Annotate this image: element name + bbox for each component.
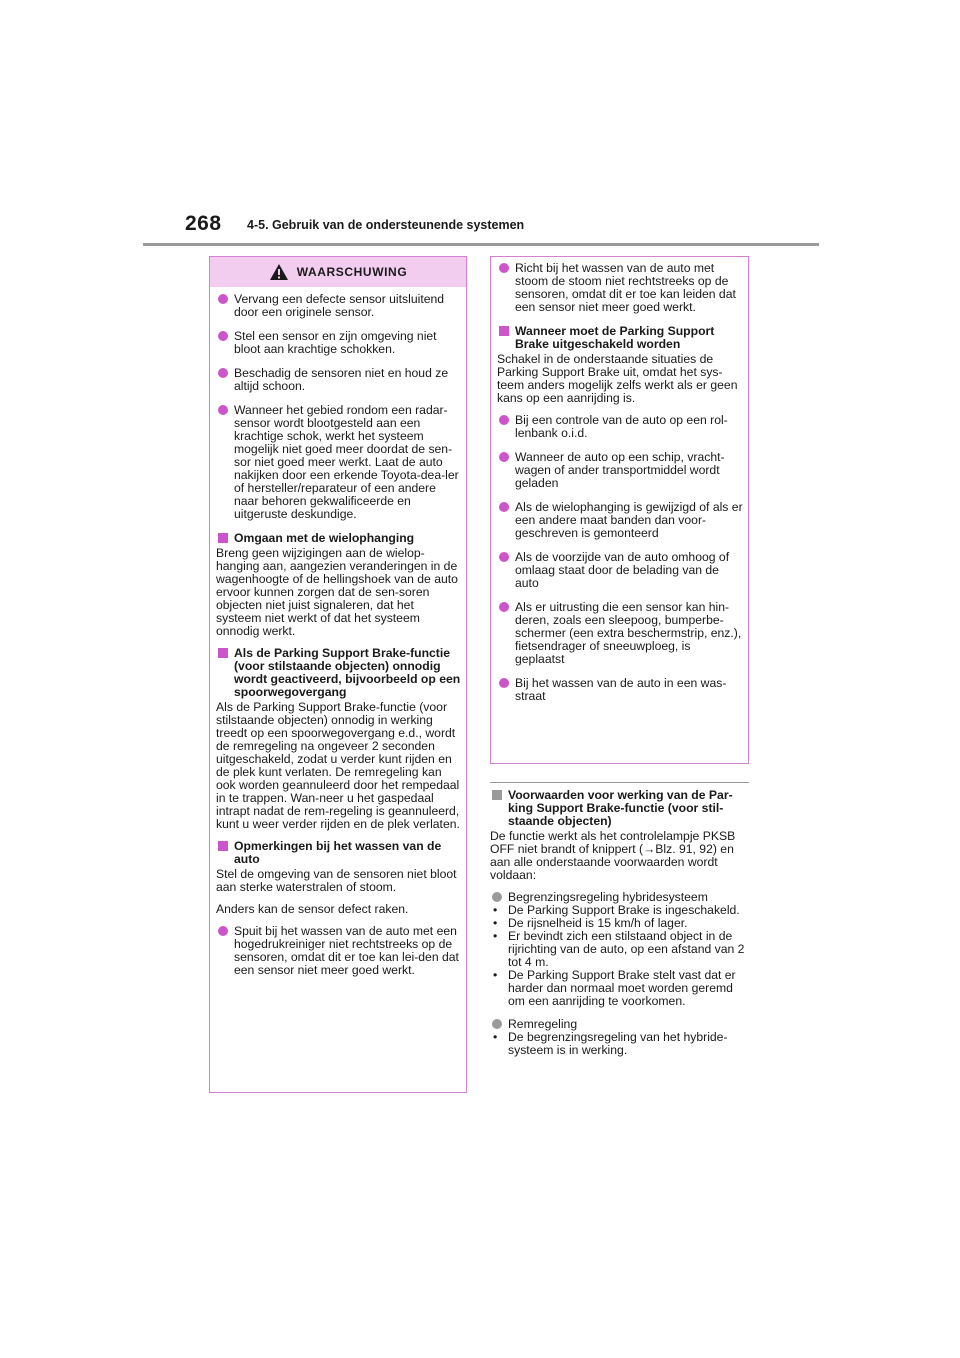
section-heading: Als de Parking Support Brake-functie (voor stilstaande objecten) onnodig wordt geactiveerd, bijvoorbeeld op een spoorwegovergang	[216, 647, 461, 699]
bullet-dot-icon	[218, 294, 228, 304]
warning-bullet: Vervang een defecte sensor uitsluitend door een originele sensor.	[216, 293, 461, 319]
section-divider	[490, 782, 749, 783]
section-text: Stel de omgeving van de sensoren niet bloot aan sterke waterstralen of stoom.	[216, 867, 457, 894]
section-text: Als de Parking Support Brake-functie (voor stilstaande objecten) onnodig in werking treedt op een spoorwegovergang e.d., wordt de remregeling na ongeveer 2 seconden uitgeschakeld, zodat u verder kunt rijden en de plek kunt verlaten. De remregeling kan ook worden geannuleerd door het rempedaal in te trappen. Wan-neer u het gaspedaal intrapt nadat de rem-regeling is geannuleerd, kunt u weer verder rijden en de plek verlaten.	[216, 700, 460, 831]
warning-box-continued	[490, 256, 749, 764]
warning-bullet: Richt bij het wassen van de auto met stoom de stoom niet rechtstreeks op de sensoren, omdat dit er toe kan leiden dat een sensor niet meer goed werkt.	[497, 262, 743, 314]
bullet-dot-icon	[499, 552, 509, 562]
warning-bullet: Stel een sensor en zijn omgeving niet bloot aan krachtige schokken.	[216, 330, 461, 356]
bullet-dot-icon	[499, 602, 509, 612]
warning-box	[209, 256, 467, 1093]
warning-bullet: Als de voorzijde van de auto omhoog of omlaag staat door de belading van de auto	[497, 551, 743, 590]
section-heading: Voorwaarden voor werking van de Par-king Support Brake-functie (voor stil-staande objecten)	[490, 789, 749, 828]
warning-bullet: Beschadig de sensoren niet en houd ze altijd schoon.	[216, 367, 461, 393]
conditions-section	[490, 782, 749, 1057]
condition-item: • De Parking Support Brake is ingeschakeld.	[493, 903, 740, 917]
section-heading: Omgaan met de wielophanging	[216, 532, 461, 545]
bullet-dot-icon	[218, 405, 228, 415]
page-number: 268	[185, 212, 222, 235]
square-bullet-icon	[218, 841, 228, 851]
condition-item: • Er bevindt zich een stilstaand object in de rijrichting van de auto, op een afstand van 2 tot 4 m.	[493, 929, 745, 969]
bullet-dot-icon	[499, 678, 509, 688]
section-text: Breng geen wijzigingen aan de wielop-hanging aan, aangezien veranderingen in de wagenhoogte of de hellingshoek van de auto ervoor kunnen zorgen dat de sen-soren objecten niet juist signaleren, dat het systeem niet werkt of dat het systeem onnodig werkt.	[216, 546, 458, 638]
warning-bullet: Als de wielophanging is gewijzigd of als er een andere maat banden dan voor-geschreven is gemonteerd	[497, 501, 743, 540]
section-heading: Opmerkingen bij het wassen van de auto	[216, 840, 461, 866]
warning-bullet: Als er uitrusting die een sensor kan hin-deren, zoals een sleepoog, bumperbe-schermer (een extra beschermstrip, enz.), fietsendrager of sneeuwploeg, is geplaatst	[497, 601, 743, 666]
section-text: Schakel in de onderstaande situaties de Parking Support Brake uit, omdat het sys-teem anders mogelijk zelfs werkt als er geen kans op een aanrijding is.	[497, 352, 738, 405]
chapter-title: 4-5. Gebruik van de ondersteunende systemen	[247, 218, 525, 232]
section-heading: Wanneer moet de Parking Support Brake uitgeschakeld worden	[497, 325, 743, 351]
bullet-dot-icon	[499, 502, 509, 512]
warning-bullet: Bij een controle van de auto op een rol-lenbank o.i.d.	[497, 414, 743, 440]
warning-bullet: Spuit bij het wassen van de auto met een hogedrukreiniger niet rechtstreeks op de sensoren, omdat dit er toe kan lei-den dat een sensor niet meer goed werkt.	[216, 925, 461, 977]
warning-header	[210, 257, 466, 287]
condition-item: • De Parking Support Brake stelt vast dat er harder dan normaal moet worden geremd om een aanrijding te voorkomen.	[493, 968, 736, 1008]
warning-bullet: Wanneer het gebied rondom een radar-sensor wordt blootgesteld aan een krachtige schok, werkt het systeem mogelijk niet goed meer doordat de sen-sor niet goed meer werkt. Laat de auto nakijken door een erkende Toyota-dea-ler of hersteller/reparateur of een andere naar behoren gekwalificeerde en uitgeruste deskundige.	[216, 404, 461, 521]
bullet-dot-icon	[218, 926, 228, 936]
square-bullet-icon	[499, 326, 509, 336]
square-bullet-icon	[218, 533, 228, 543]
warning-bullet: Bij het wassen van de auto in een was-straat	[497, 677, 743, 703]
warning-bullet: Wanneer de auto op een schip, vracht-wagen of ander transportmiddel wordt geladen	[497, 451, 743, 490]
section-text: Anders kan de sensor defect raken.	[216, 902, 409, 916]
condition-group: Remregeling	[490, 1018, 749, 1031]
bullet-dot-icon	[492, 892, 502, 902]
bullet-dot-icon	[499, 415, 509, 425]
square-bullet-icon	[218, 648, 228, 658]
header-rule	[143, 243, 819, 246]
condition-item: • De rijsnelheid is 15 km/h of lager.	[493, 916, 688, 930]
bullet-dot-icon	[492, 1019, 502, 1029]
bullet-dot-icon	[499, 263, 509, 273]
condition-item: • De begrenzingsregeling van het hybride-systeem is in werking.	[493, 1030, 728, 1057]
warning-triangle-icon	[269, 263, 289, 281]
condition-group: Begrenzingsregeling hybridesysteem	[490, 891, 749, 904]
section-text: De functie werkt als het controlelampje PKSB OFF niet brandt of knippert (→Blz. 91, 92) en aan alle onderstaande voorwaarden wordt voldaan:	[490, 829, 736, 882]
bullet-dot-icon	[218, 368, 228, 378]
square-bullet-icon	[492, 790, 502, 800]
bullet-dot-icon	[218, 331, 228, 341]
bullet-dot-icon	[499, 452, 509, 462]
warning-title: WAARSCHUWING	[296, 265, 408, 279]
